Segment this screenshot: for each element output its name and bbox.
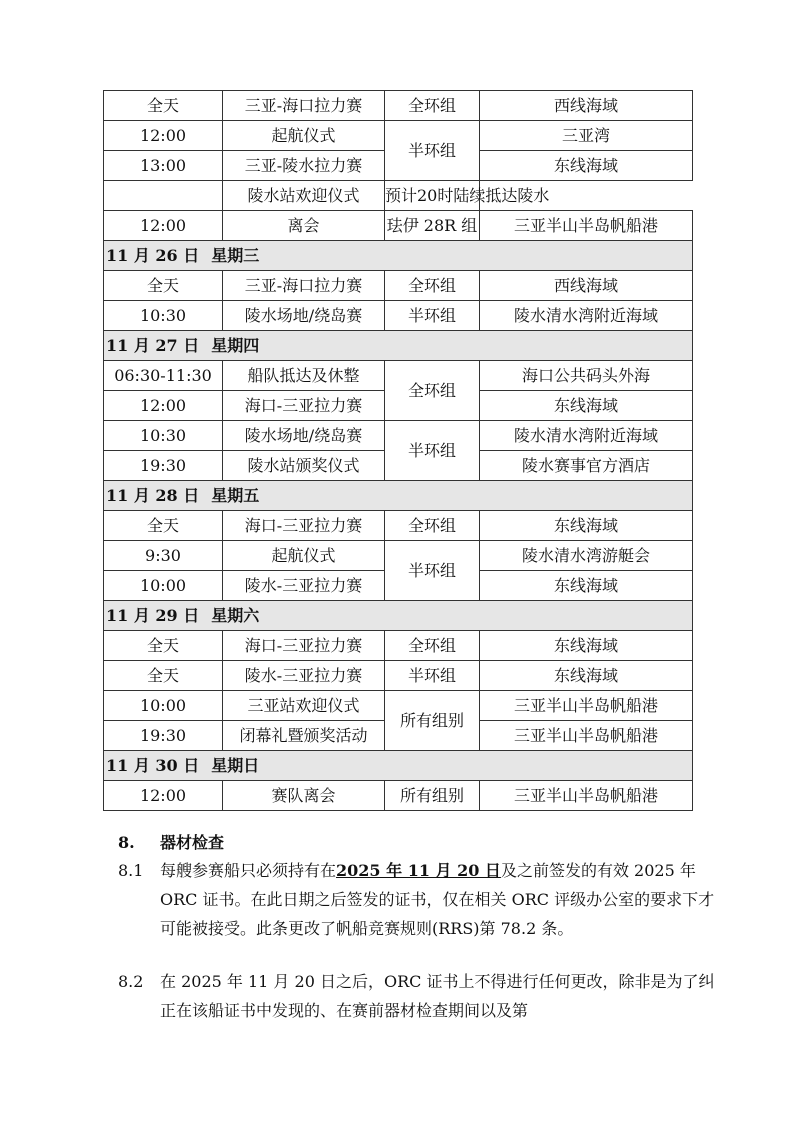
schedule-row xyxy=(104,631,693,661)
time-cell xyxy=(104,181,223,211)
paragraph-8-1 xyxy=(118,856,718,943)
paragraph-text: 在 2025 年 11 月 20 日之后，ORC 证书上不得进行任何更改，除非是为了纠正在该船证书中发现的、在赛前器材检查期间以及第 xyxy=(160,972,715,1020)
day-header-row xyxy=(104,601,693,631)
location-cell: 三亚湾 xyxy=(480,121,693,151)
time-cell: 19:30 xyxy=(104,451,223,481)
event-cell: 陵水场地/绕岛赛 xyxy=(223,301,385,331)
event-cell: 赛队离会 xyxy=(223,781,385,811)
day-weekday: 星期六 xyxy=(211,605,260,625)
schedule-table xyxy=(103,90,693,811)
group-cell: 全环组 xyxy=(385,271,480,301)
day-header-row xyxy=(104,331,693,361)
text-run: 及之前签发的有效 2025 年 ORC 证书。在此日期之后签发的证书，仅在相关 ORC 评级办公室的要求下才可能被接受。此条更改了帆船竞赛规则(RRS)第 78.2 条。 xyxy=(160,861,715,938)
location-cell: 预计20时陆续抵达陵水 xyxy=(385,181,480,211)
location-cell: 三亚半山半岛帆船港 xyxy=(480,691,693,721)
group-cell: 半环组 xyxy=(385,121,480,181)
time-cell: 10:30 xyxy=(104,301,223,331)
day-weekday: 星期三 xyxy=(211,245,260,265)
schedule-row xyxy=(104,361,693,391)
day-header xyxy=(104,601,693,631)
day-date: 11 月 27 日 xyxy=(106,335,200,355)
location-cell: 东线海域 xyxy=(480,151,693,181)
time-cell: 全天 xyxy=(104,631,223,661)
day-header xyxy=(104,331,693,361)
location-cell: 陵水清水湾游艇会 xyxy=(480,541,693,571)
group-cell: 所有组别 xyxy=(385,691,480,751)
location-cell: 陵水赛事官方酒店 xyxy=(480,451,693,481)
group-cell: 全环组 xyxy=(385,631,480,661)
event-cell: 船队抵达及休整 xyxy=(223,361,385,391)
time-cell: 10:00 xyxy=(104,571,223,601)
schedule-body xyxy=(104,91,693,811)
event-cell: 陵水-三亚拉力赛 xyxy=(223,661,385,691)
day-date: 11 月 30 日 xyxy=(106,755,200,775)
time-cell: 12:00 xyxy=(104,121,223,151)
location-cell: 西线海域 xyxy=(480,271,693,301)
day-date: 11 月 28 日 xyxy=(106,485,200,505)
text-run: 每艘参赛船只必须持有在 xyxy=(160,861,337,880)
day-header-row xyxy=(104,241,693,271)
schedule-row xyxy=(104,691,693,721)
group-cell: 珐伊 28R 组 xyxy=(385,211,480,241)
location-cell: 三亚半山半岛帆船港 xyxy=(480,211,693,241)
time-cell: 10:30 xyxy=(104,421,223,451)
time-cell: 10:00 xyxy=(104,691,223,721)
location-cell: 东线海域 xyxy=(480,391,693,421)
day-weekday: 星期日 xyxy=(211,755,260,775)
event-cell: 闭幕礼暨颁奖活动 xyxy=(223,721,385,751)
paragraph-number: 8.2 xyxy=(118,972,144,991)
section-heading xyxy=(118,830,224,853)
group-cell: 半环组 xyxy=(385,421,480,481)
day-header-row xyxy=(104,481,693,511)
time-cell: 12:00 xyxy=(104,391,223,421)
time-cell: 全天 xyxy=(104,271,223,301)
section-title: 器材检查 xyxy=(160,833,225,852)
group-cell: 全环组 xyxy=(385,91,480,121)
schedule-row xyxy=(104,91,693,121)
event-cell: 起航仪式 xyxy=(223,541,385,571)
event-cell: 三亚-海口拉力赛 xyxy=(223,91,385,121)
day-date: 11 月 29 日 xyxy=(106,605,200,625)
event-cell: 海口-三亚拉力赛 xyxy=(223,511,385,541)
event-cell: 海口-三亚拉力赛 xyxy=(223,391,385,421)
time-cell: 全天 xyxy=(104,511,223,541)
location-cell: 三亚半山半岛帆船港 xyxy=(480,721,693,751)
time-cell: 13:00 xyxy=(104,151,223,181)
location-cell: 西线海域 xyxy=(480,91,693,121)
group-cell: 全环组 xyxy=(385,511,480,541)
schedule-row xyxy=(104,781,693,811)
schedule-row xyxy=(104,121,693,151)
location-cell: 东线海域 xyxy=(480,511,693,541)
group-cell: 半环组 xyxy=(385,661,480,691)
event-cell: 三亚站欢迎仪式 xyxy=(223,691,385,721)
event-cell: 陵水-三亚拉力赛 xyxy=(223,571,385,601)
time-cell: 19:30 xyxy=(104,721,223,751)
event-cell: 陵水站颁奖仪式 xyxy=(223,451,385,481)
event-cell: 离会 xyxy=(223,211,385,241)
paragraph-8-2 xyxy=(118,967,718,1025)
paragraph-text xyxy=(160,856,718,943)
group-cell: 全环组 xyxy=(385,361,480,421)
location-cell: 东线海域 xyxy=(480,571,693,601)
schedule-row xyxy=(104,301,693,331)
time-cell: 12:00 xyxy=(104,211,223,241)
location-cell: 陵水清水湾附近海域 xyxy=(480,301,693,331)
day-date: 11 月 26 日 xyxy=(106,245,200,265)
deadline-date: 2025 年 11 月 20 日 xyxy=(336,861,501,880)
schedule-row xyxy=(104,541,693,571)
group-cell: 半环组 xyxy=(385,301,480,331)
day-weekday: 星期五 xyxy=(211,485,260,505)
event-cell: 三亚-陵水拉力赛 xyxy=(223,151,385,181)
event-cell: 起航仪式 xyxy=(223,121,385,151)
event-cell: 陵水站欢迎仪式 xyxy=(223,181,385,211)
location-cell: 东线海域 xyxy=(480,631,693,661)
section-number: 8. xyxy=(118,833,135,852)
paragraph-number: 8.1 xyxy=(118,861,144,880)
location-cell: 三亚半山半岛帆船港 xyxy=(480,781,693,811)
location-cell: 东线海域 xyxy=(480,661,693,691)
schedule-row xyxy=(104,511,693,541)
schedule-row xyxy=(104,271,693,301)
event-cell: 三亚-海口拉力赛 xyxy=(223,271,385,301)
schedule-row xyxy=(104,211,693,241)
location-cell: 海口公共码头外海 xyxy=(480,361,693,391)
group-cell: 半环组 xyxy=(385,541,480,601)
time-cell: 全天 xyxy=(104,91,223,121)
location-cell: 陵水清水湾附近海域 xyxy=(480,421,693,451)
time-cell: 9:30 xyxy=(104,541,223,571)
day-header xyxy=(104,481,693,511)
schedule-row xyxy=(104,421,693,451)
schedule-row xyxy=(104,181,693,211)
day-header-row xyxy=(104,751,693,781)
day-header xyxy=(104,241,693,271)
time-cell: 06:30-11:30 xyxy=(104,361,223,391)
time-cell: 12:00 xyxy=(104,781,223,811)
event-cell: 海口-三亚拉力赛 xyxy=(223,631,385,661)
event-cell: 陵水场地/绕岛赛 xyxy=(223,421,385,451)
group-cell: 所有组别 xyxy=(385,781,480,811)
schedule-row xyxy=(104,661,693,691)
day-weekday: 星期四 xyxy=(211,335,260,355)
time-cell: 全天 xyxy=(104,661,223,691)
day-header xyxy=(104,751,693,781)
